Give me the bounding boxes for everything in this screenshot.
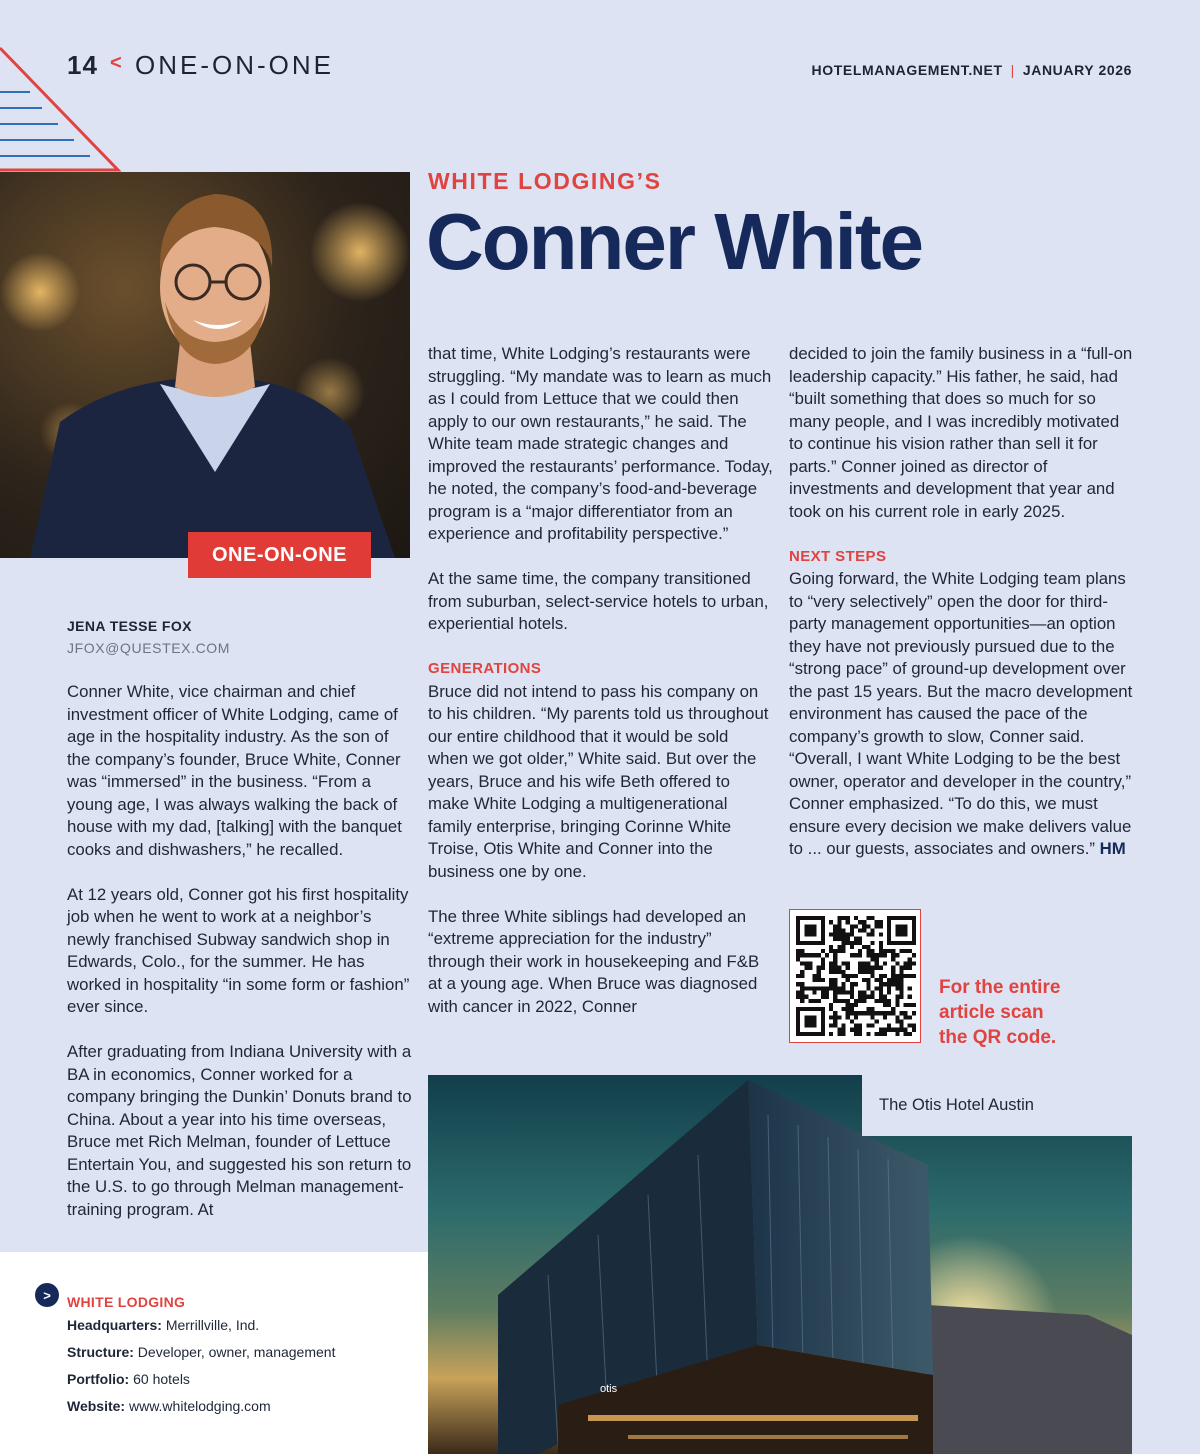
body-column-3 <box>789 343 1134 883</box>
factbox-row <box>67 1344 335 1360</box>
arrow-right-icon: > <box>35 1283 59 1307</box>
factbox-row <box>67 1398 271 1414</box>
chevron-left-icon: < <box>110 52 122 74</box>
issue-date: JANUARY 2026 <box>1022 62 1132 78</box>
page-number: 14 <box>67 50 98 80</box>
paragraph: The three White siblings had developed an “extreme appreciation for the industry” through their work in housekeeping and F&B at a young age. When Bruce was diagnosed with cancer in 2022, Conner <box>428 906 760 1016</box>
paragraph: Conner White, vice chairman and chief investment officer of White Lodging, came of age in the hospitality industry. As the son of the company’s founder, Bruce White, Conner was “immersed” in the business. “From a young age, I was always walking the back of house with my dad, [talking] with the banquet cooks and dishwashers,” he recalled. <box>67 682 402 859</box>
paragraph: At the same time, the company transitioned from suburban, select-service hotels to urban, experiential hotels. <box>428 569 769 633</box>
factbox-row <box>67 1371 190 1387</box>
decorative-triangle-graphic <box>0 40 130 180</box>
masthead-info <box>812 62 1132 78</box>
portrait-illustration <box>0 172 410 558</box>
paragraph: At 12 years old, Conner got his first hospitality job when he went to work at a neighbor’s newly franchised Subway sandwich shop in Edwards, Colo., for the summer. He has worked in hospitality “in some form or fashion” ever since. <box>67 884 410 1016</box>
fact-value: 60 hotels <box>133 1371 190 1387</box>
body-column-2 <box>428 343 773 1041</box>
article-kicker: WHITE LODGING’S <box>428 168 662 194</box>
factbox-title: WHITE LODGING <box>67 1294 186 1310</box>
qr-text-line: the QR code. <box>939 1027 1057 1048</box>
body-column-1 <box>67 681 412 1244</box>
fact-value: Merrillville, Ind. <box>165 1317 260 1333</box>
factbox-row <box>67 1317 259 1333</box>
article-title: Conner White <box>426 197 922 286</box>
fact-label: Portfolio: <box>67 1371 130 1387</box>
author-email[interactable]: JFOX@QUESTEX.COM <box>67 640 231 656</box>
section-badge: ONE-ON-ONE <box>188 532 371 578</box>
paragraph: that time, White Lodging’s restaurants were struggling. “My mandate was to learn as much as I could from Lettuce that we could then apply to our own restaurants,” he said. The White team made strategic changes and improved the restaurants’ performance. Today, he noted, the company’s food-and-beverage program is a “major differentiator from an experience and profitability perspective.” <box>428 344 773 543</box>
author-name: JENA TESSE FOX <box>67 618 192 634</box>
portrait-photo <box>0 172 410 558</box>
fact-label: Headquarters: <box>67 1317 162 1333</box>
paragraph <box>789 568 1134 861</box>
paragraph: decided to join the family business in a “full-on leadership capacity.” His father, he said, had “built something that does so much for so many people, and I was incredibly motivated to continue his vision rather than sell it for parts.” Conner joined as director of investments and development that year and took on his current role in early 2025. <box>789 344 1133 521</box>
subheading-next-steps: NEXT STEPS <box>789 547 887 565</box>
subheading-generations: GENERATIONS <box>428 660 542 677</box>
signoff: HM <box>1099 839 1126 858</box>
qr-code-icon <box>796 916 916 1036</box>
fact-label: Website: <box>67 1398 126 1414</box>
fact-value: Developer, owner, management <box>137 1344 336 1360</box>
paragraph-text: Going forward, the White Lodging team plans to “very selectively” open the door for third-party management opportunities—an option they have not previously pursued due to the “strong pace” of ground-up development over the past 15 years. But the macro development environment has caused the pace of the company’s growth to slow, Conner said. “Overall, I want White Lodging to be the best owner, operator and developer in the country,” Conner emphasized. “To do this, we must ensure every decision we make delivers value to ... our guests, associates and owners.” <box>789 569 1133 858</box>
paragraph: After graduating from Indiana University with a BA in economics, Conner worked for a company bringing the Dunkin’ Donuts brand to China. About a year into his time overseas, Bruce met Rich Melman, founder of Lettuce Entertain You, and suggested his son return to the U.S. to go through Melman management-training program. At <box>67 1042 412 1219</box>
qr-text-line: article scan <box>939 1002 1044 1023</box>
hotel-sign: otis <box>600 1383 618 1395</box>
separator: | <box>1010 62 1015 78</box>
qr-text-line: For the entire <box>939 977 1061 998</box>
site-url: HOTELMANAGEMENT.NET <box>811 62 1003 78</box>
fact-label: Structure: <box>67 1344 134 1360</box>
qr-code[interactable] <box>789 909 921 1043</box>
photo-caption: The Otis Hotel Austin <box>862 1075 1132 1136</box>
paragraph: Bruce did not intend to pass his company on to his children. “My parents told us throughout our entire childhood that it would be sold when we got older,” White said. But over the years, Bruce and his wife Beth offered to make White Lodging a multigenerational family enterprise, bringing Corinne White Troise, Otis White and Conner into the business one by one. <box>428 681 769 881</box>
section-label: ONE-ON-ONE <box>135 50 334 80</box>
website-link[interactable]: www.whitelodging.com <box>128 1398 271 1414</box>
qr-instruction <box>939 975 1119 1050</box>
